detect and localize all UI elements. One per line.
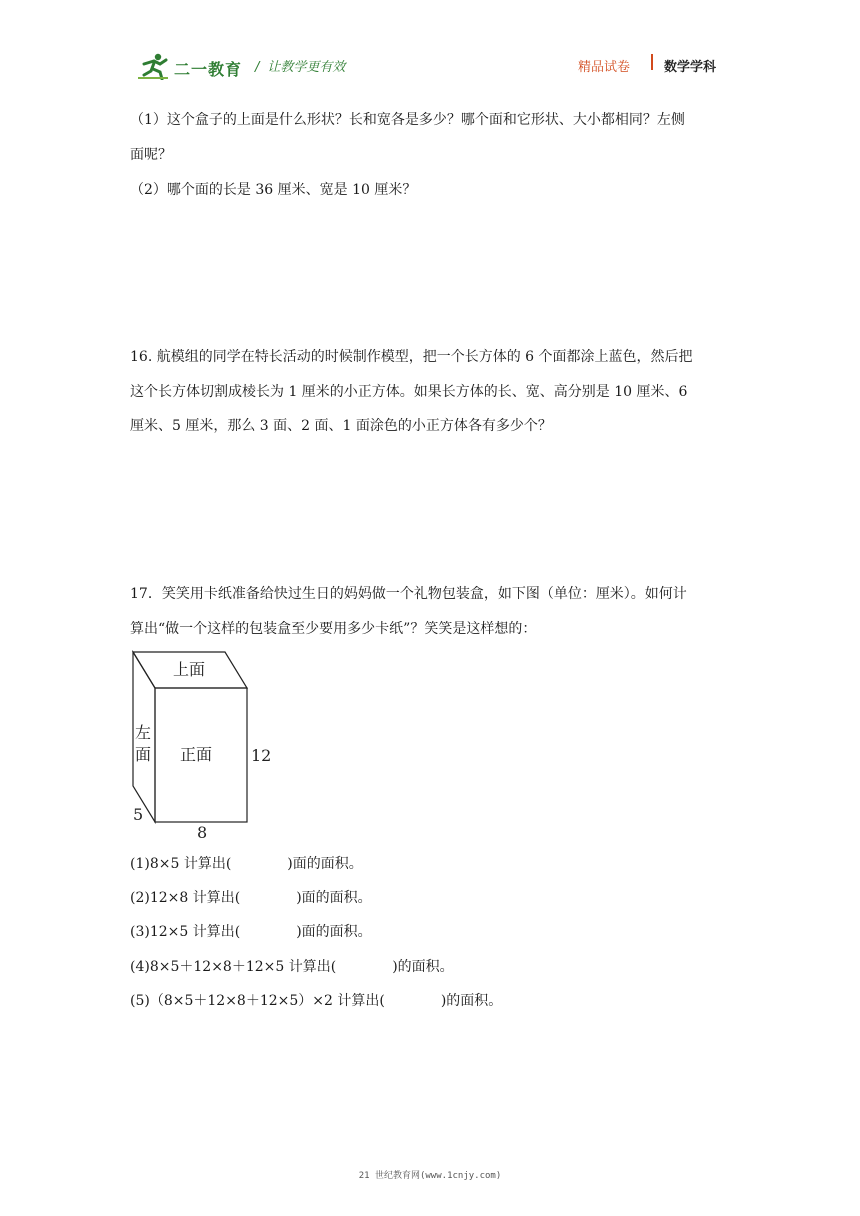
- logo-text: 二一教育: [174, 60, 243, 79]
- q17-line2: 算出“做一个这样的包装盒至少要用多少卡纸”？笑笑是这样想的：: [130, 621, 537, 637]
- slogan-separator: /: [255, 60, 260, 75]
- front-face-label: 正面: [180, 745, 213, 764]
- q15-line1: （1）这个盒子的上面是什么形状？长和宽各是多少？哪个面和它形状、大小都相同？左侧: [130, 112, 685, 128]
- left-face-label-1: 左: [135, 723, 152, 742]
- q16-line3: 厘米、5 厘米，那么 3 面、2 面、1 面涂色的小正方体各有多少个？: [130, 418, 552, 434]
- q17-item-4: (4)8×5＋12×8＋12×5 计算出( )的面积。: [130, 959, 454, 975]
- slogan-text: 让教学更有效: [267, 60, 346, 75]
- height-label: 12: [251, 746, 272, 765]
- left-face-label-2: 面: [135, 745, 152, 764]
- page-footer: 21 世纪教育网(www.1cnjy.com): [358, 1171, 502, 1181]
- runner-logo-icon: [138, 52, 172, 80]
- q17-item-1: (1)8×5 计算出( )面的面积。: [130, 856, 363, 872]
- q15-line2: 面呢？: [130, 147, 172, 163]
- q17-item-5: (5)（8×5＋12×8＋12×5）×2 计算出( )的面积。: [130, 993, 503, 1009]
- badge-subject: 数学学科: [664, 60, 717, 75]
- q15-line3: （2）哪个面的长是 36 厘米、宽是 10 厘米？: [130, 182, 417, 198]
- width-label: 8: [197, 823, 208, 842]
- q16-line1: 16. 航模组的同学在特长活动的时候制作模型，把一个长方体的 6 个面都涂上蓝色，然后把: [130, 349, 693, 365]
- page-header: [0, 0, 860, 90]
- top-face-label: 上面: [173, 660, 206, 679]
- q17-item-2: (2)12×8 计算出( )面的面积。: [130, 890, 372, 906]
- q17-line1: 17．笑笑用卡纸准备给快过生日的妈妈做一个礼物包装盒，如下图（单位：厘米）。如何计: [130, 586, 687, 602]
- badge-divider: [651, 54, 653, 70]
- q16-line2: 这个长方体切割成棱长为 1 厘米的小正方体。如果长方体的长、宽、高分别是 10 厘米、6: [130, 384, 688, 400]
- cuboid-drawing: [125, 648, 285, 843]
- depth-label: 5: [133, 805, 144, 824]
- logo: [138, 52, 268, 80]
- q17-item-3: (3)12×5 计算出( )面的面积。: [130, 924, 372, 940]
- slogan: [255, 56, 345, 75]
- badge-quality: 精品试卷: [578, 60, 631, 75]
- box-diagram: [125, 648, 285, 843]
